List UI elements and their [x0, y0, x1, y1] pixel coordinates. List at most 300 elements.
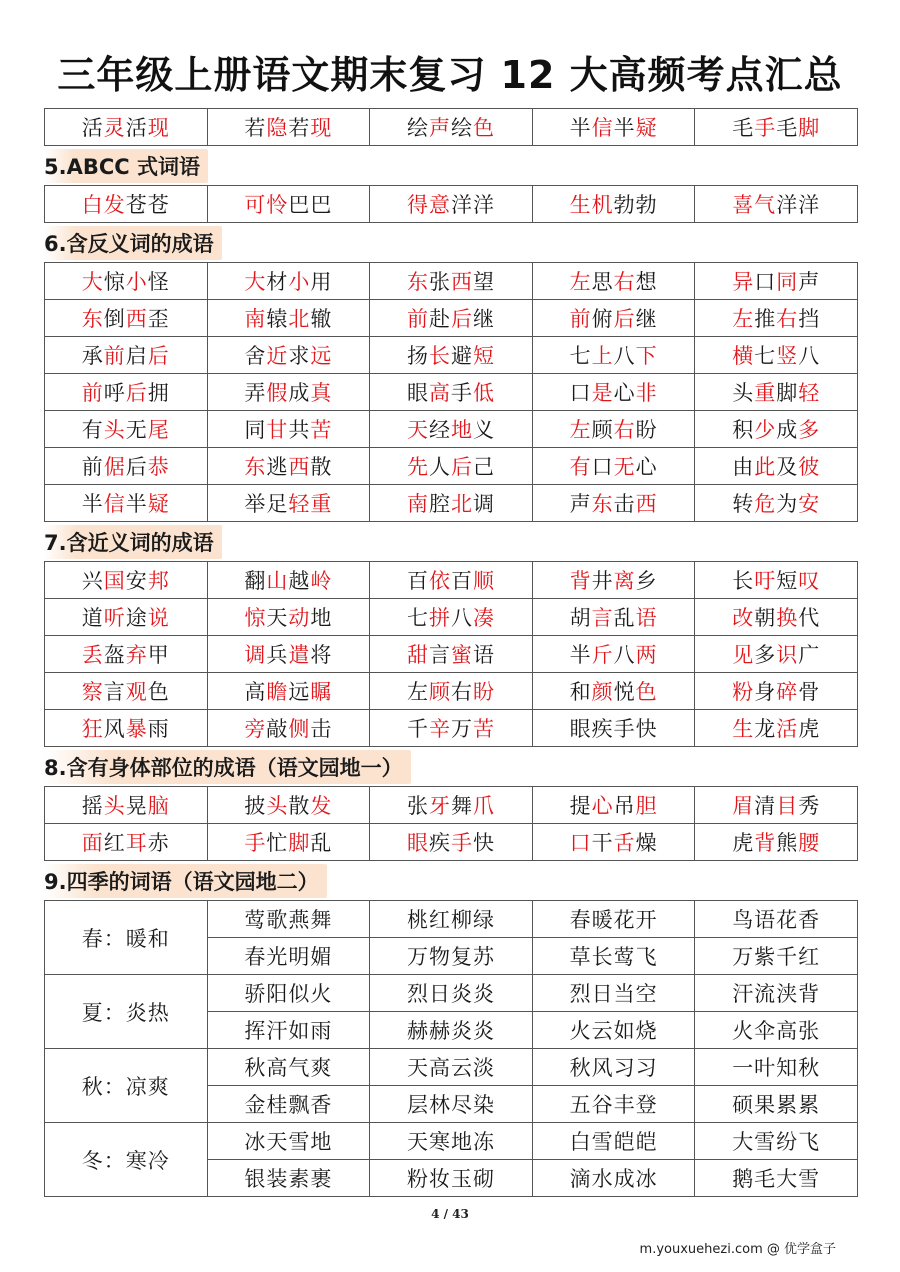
highlighted-char: 小 — [125, 270, 148, 294]
highlighted-char: 信 — [103, 492, 126, 516]
highlighted-char: 腰 — [798, 831, 821, 855]
idiom-cell — [370, 109, 533, 146]
char: 有 — [81, 418, 104, 442]
highlighted-char: 说 — [147, 606, 170, 630]
highlighted-char: 换 — [776, 606, 799, 630]
highlighted-char: 现 — [147, 116, 170, 140]
highlighted-char: 大 — [81, 270, 104, 294]
table-row — [45, 109, 858, 146]
char: 长 — [732, 569, 755, 593]
char: 声 — [798, 270, 821, 294]
char: 惊 — [103, 270, 126, 294]
season-word-cell: 挥汗如雨 — [207, 1012, 370, 1049]
char: 披 — [244, 794, 267, 818]
idiom-cell — [370, 824, 533, 861]
highlighted-char: 无 — [613, 455, 636, 479]
highlighted-char: 后 — [450, 307, 473, 331]
char: 积 — [732, 418, 755, 442]
highlighted-char: 脚 — [798, 116, 821, 140]
char: 洋洋 — [776, 193, 821, 217]
char: 舍 — [244, 344, 267, 368]
idiom-cell — [532, 562, 695, 599]
char: 活 — [81, 116, 104, 140]
idiom-cell — [207, 448, 370, 485]
idiom-cell — [532, 710, 695, 747]
idiom-cell — [45, 263, 208, 300]
idiom-cell — [45, 710, 208, 747]
season-word-cell: 烈日当空 — [532, 975, 695, 1012]
highlighted-char: 东 — [244, 455, 267, 479]
char: 散 — [310, 455, 333, 479]
table-row — [45, 300, 858, 337]
char: 转 — [732, 492, 755, 516]
highlighted-char: 多 — [798, 418, 821, 442]
season-word-cell: 鸟语花香 — [695, 901, 858, 938]
char: 承 — [81, 344, 104, 368]
season-word-cell: 层林尽染 — [370, 1086, 533, 1123]
char: 己 — [472, 455, 495, 479]
char: 井 — [591, 569, 614, 593]
idiom-cell — [45, 824, 208, 861]
season-label: 冬：寒冷 — [45, 1123, 208, 1197]
highlighted-char: 低 — [472, 381, 495, 405]
highlighted-char: 目 — [776, 794, 799, 818]
idiom-cell — [532, 636, 695, 673]
season-word-cell: 万紫千红 — [695, 938, 858, 975]
highlighted-char: 东 — [591, 492, 614, 516]
char: 胡 — [569, 606, 592, 630]
highlighted-char: 北 — [288, 307, 311, 331]
idiom-cell — [695, 374, 858, 411]
idiom-cell — [207, 300, 370, 337]
idiom-cell — [370, 710, 533, 747]
highlighted-char: 信 — [591, 116, 614, 140]
char: 半 — [613, 116, 636, 140]
idiom-cell — [45, 337, 208, 374]
season-word-cell: 大雪纷飞 — [695, 1123, 858, 1160]
char: 盔 — [103, 643, 126, 667]
idiom-cell — [532, 448, 695, 485]
highlighted-char: 头 — [266, 794, 289, 818]
highlighted-char: 危 — [754, 492, 777, 516]
char: 兵 — [266, 643, 289, 667]
char: 燥 — [635, 831, 658, 855]
char: 八 — [613, 344, 636, 368]
season-word-cell: 一叶知秋 — [695, 1049, 858, 1086]
highlighted-char: 头 — [103, 794, 126, 818]
char: 眼 — [406, 381, 429, 405]
char: 秀 — [798, 794, 821, 818]
highlighted-char: 轻重 — [288, 492, 333, 516]
highlighted-char: 碎 — [776, 680, 799, 704]
char: 七 — [569, 344, 592, 368]
highlighted-char: 眼 — [406, 831, 429, 855]
season-word-cell: 粉妆玉砌 — [370, 1160, 533, 1197]
highlighted-char: 后 — [125, 381, 148, 405]
char: 半 — [125, 492, 148, 516]
highlighted-char: 可怜 — [244, 193, 289, 217]
char: 顾 — [591, 418, 614, 442]
table-row — [45, 562, 858, 599]
table-row — [45, 263, 858, 300]
idiom-cell — [695, 411, 858, 448]
char: 求 — [288, 344, 311, 368]
highlighted-char: 背 — [754, 831, 777, 855]
char: 百 — [450, 569, 473, 593]
page-title: 三年级上册语文期末复习 12 大高频考点汇总 — [57, 53, 843, 97]
char: 疾 — [428, 831, 451, 855]
season-word-cell: 莺歌燕舞 — [207, 901, 370, 938]
idiom-cell — [532, 787, 695, 824]
table-row — [45, 975, 858, 1012]
highlighted-char: 爪 — [472, 794, 495, 818]
highlighted-char: 彼 — [798, 455, 821, 479]
idiom-cell — [532, 109, 695, 146]
highlighted-char: 顺 — [472, 569, 495, 593]
char: 推 — [754, 307, 777, 331]
char: 成 — [776, 418, 799, 442]
season-word-cell: 赫赫炎炎 — [370, 1012, 533, 1049]
char: 辙 — [310, 307, 333, 331]
highlighted-char: 语 — [635, 606, 658, 630]
highlighted-char: 生机 — [569, 193, 614, 217]
char: 歪 — [147, 307, 170, 331]
highlighted-char: 识 — [776, 643, 799, 667]
char: 用 — [310, 270, 333, 294]
highlighted-char: 瞻 — [266, 680, 289, 704]
table-row — [45, 673, 858, 710]
highlighted-char: 面 — [81, 831, 104, 855]
season-word-cell: 硕果累累 — [695, 1086, 858, 1123]
char: 百 — [406, 569, 429, 593]
char: 虎 — [798, 717, 821, 741]
highlighted-char: 遣 — [288, 643, 311, 667]
highlighted-char: 西 — [288, 455, 311, 479]
char: 无 — [125, 418, 148, 442]
highlighted-char: 观 — [125, 680, 148, 704]
highlighted-char: 动 — [288, 606, 311, 630]
highlighted-char: 西 — [125, 307, 148, 331]
highlighted-char: 疑 — [147, 492, 170, 516]
highlighted-char: 吁 — [754, 569, 777, 593]
highlighted-char: 瞩 — [310, 680, 333, 704]
char: 甲 — [147, 643, 170, 667]
char: 击 — [613, 492, 636, 516]
highlighted-char: 远 — [310, 344, 333, 368]
char: 地 — [310, 606, 333, 630]
highlighted-char: 依 — [428, 569, 451, 593]
char: 苍苍 — [125, 193, 170, 217]
char: 越 — [288, 569, 311, 593]
idiom-table — [44, 561, 858, 747]
char: 安 — [125, 569, 148, 593]
highlighted-char: 色 — [635, 680, 658, 704]
highlighted-char: 山 — [266, 569, 289, 593]
highlighted-char: 侧 — [288, 717, 311, 741]
table-row — [45, 411, 858, 448]
highlighted-char: 下 — [635, 344, 658, 368]
season-word-cell: 烈日炎炎 — [370, 975, 533, 1012]
highlighted-char: 近 — [266, 344, 289, 368]
idiom-cell — [695, 337, 858, 374]
highlighted-char: 改 — [732, 606, 755, 630]
char: 兴 — [81, 569, 104, 593]
idiom-cell — [532, 337, 695, 374]
highlighted-char: 疑 — [635, 116, 658, 140]
idiom-cell — [207, 824, 370, 861]
highlighted-char: 甘 — [266, 418, 289, 442]
char: 言 — [103, 680, 126, 704]
highlighted-char: 是 — [591, 381, 614, 405]
highlighted-char: 斤 — [591, 643, 614, 667]
season-word-cell: 天高云淡 — [370, 1049, 533, 1086]
idiom-cell — [370, 374, 533, 411]
idiom-cell — [370, 337, 533, 374]
season-word-cell: 五谷丰登 — [532, 1086, 695, 1123]
season-word-cell: 火伞高张 — [695, 1012, 858, 1049]
char: 吊 — [613, 794, 636, 818]
highlighted-char: 旁 — [244, 717, 267, 741]
table-row — [45, 1123, 858, 1160]
idiom-cell — [532, 374, 695, 411]
char: 和 — [569, 680, 592, 704]
idiom-cell — [370, 186, 533, 223]
highlighted-char: 岭 — [310, 569, 333, 593]
char: 心 — [635, 455, 658, 479]
idiom-cell — [532, 186, 695, 223]
highlighted-char: 假 — [266, 381, 289, 405]
idiom-cell — [370, 673, 533, 710]
highlighted-char: 两 — [635, 643, 658, 667]
content-area — [44, 108, 858, 1197]
highlighted-char: 恭 — [147, 455, 170, 479]
highlighted-char: 手 — [244, 831, 267, 855]
char: 启 — [125, 344, 148, 368]
char: 举足 — [244, 492, 289, 516]
highlighted-char: 辛 — [428, 717, 451, 741]
highlighted-char: 蜜 — [450, 643, 473, 667]
highlighted-char: 左 — [732, 307, 755, 331]
highlighted-char: 有 — [569, 455, 592, 479]
char: 身 — [754, 680, 777, 704]
highlighted-char: 高 — [428, 381, 451, 405]
highlighted-char: 北 — [450, 492, 473, 516]
idiom-cell — [207, 485, 370, 522]
highlighted-char: 舌 — [613, 831, 636, 855]
char: 七 — [406, 606, 429, 630]
highlighted-char: 脚 — [288, 831, 311, 855]
char: 天 — [266, 606, 289, 630]
highlighted-char: 前 — [569, 307, 592, 331]
idiom-cell — [370, 448, 533, 485]
char: 忙 — [266, 831, 289, 855]
char: 八 — [613, 643, 636, 667]
highlighted-char: 耳 — [125, 831, 148, 855]
char: 言 — [428, 643, 451, 667]
char: 击 — [310, 717, 333, 741]
char: 摇 — [81, 794, 104, 818]
idiom-cell — [695, 787, 858, 824]
idiom-cell — [45, 300, 208, 337]
highlighted-char: 暴 — [125, 717, 148, 741]
highlighted-char: 眉 — [732, 794, 755, 818]
highlighted-char: 盼 — [472, 680, 495, 704]
char: 呼 — [103, 381, 126, 405]
highlighted-char: 隐 — [266, 116, 289, 140]
season-label: 夏：炎热 — [45, 975, 208, 1049]
highlighted-char: 上 — [591, 344, 614, 368]
char: 虎 — [732, 831, 755, 855]
char: 绘 — [450, 116, 473, 140]
char: 色 — [147, 680, 170, 704]
char: 洋洋 — [450, 193, 495, 217]
highlighted-char: 西 — [450, 270, 473, 294]
char: 舞 — [450, 794, 473, 818]
highlighted-char: 前 — [406, 307, 429, 331]
highlighted-char: 白发 — [81, 193, 126, 217]
watermark: m.youxuehezi.com @ 优学盒子 — [639, 1242, 836, 1257]
season-word-cell: 秋风习习 — [532, 1049, 695, 1086]
char: 口 — [591, 455, 614, 479]
highlighted-char: 异 — [732, 270, 755, 294]
highlighted-char: 苦 — [472, 717, 495, 741]
idiom-cell — [532, 263, 695, 300]
idiom-cell — [695, 109, 858, 146]
highlighted-char: 活 — [776, 717, 799, 741]
idiom-cell — [695, 824, 858, 861]
highlighted-char: 顾 — [428, 680, 451, 704]
highlighted-char: 地 — [450, 418, 473, 442]
char: 手 — [450, 381, 473, 405]
idiom-cell — [207, 263, 370, 300]
highlighted-char: 重 — [754, 381, 777, 405]
highlighted-char: 心 — [591, 794, 614, 818]
char: 心 — [613, 381, 636, 405]
char: 材 — [266, 270, 289, 294]
char: 赴 — [428, 307, 451, 331]
char: 敲 — [266, 717, 289, 741]
season-word-cell: 天寒地冻 — [370, 1123, 533, 1160]
char: 万 — [450, 717, 473, 741]
table-row — [45, 824, 858, 861]
highlighted-char: 东 — [406, 270, 429, 294]
idiom-cell — [532, 673, 695, 710]
highlighted-char: 东 — [81, 307, 104, 331]
top-idiom-table — [44, 108, 858, 146]
char: 挡 — [798, 307, 821, 331]
season-word-cell: 秋高气爽 — [207, 1049, 370, 1086]
char: 头 — [732, 381, 755, 405]
highlighted-char: 手 — [450, 831, 473, 855]
char: 经 — [428, 418, 451, 442]
highlighted-char: 调 — [244, 643, 267, 667]
char: 八 — [450, 606, 473, 630]
idiom-cell — [695, 448, 858, 485]
char: 共 — [288, 418, 311, 442]
highlighted-char: 发 — [310, 794, 333, 818]
idiom-cell — [370, 787, 533, 824]
highlighted-char: 甜 — [406, 643, 429, 667]
idiom-table — [44, 786, 858, 861]
section-title: 8.含有身体部位的成语（语文园地一） — [44, 750, 411, 784]
highlighted-char: 手 — [754, 116, 777, 140]
char: 前 — [81, 455, 104, 479]
highlighted-char: 小 — [288, 270, 311, 294]
char: 继 — [472, 307, 495, 331]
char: 拥 — [147, 381, 170, 405]
highlighted-char: 右 — [613, 270, 636, 294]
char: 干 — [591, 831, 614, 855]
highlighted-char: 横 — [732, 344, 755, 368]
char: 半 — [81, 492, 104, 516]
highlighted-char: 右 — [613, 418, 636, 442]
idiom-cell — [207, 186, 370, 223]
char: 道 — [81, 606, 104, 630]
char: 俯 — [591, 307, 614, 331]
table-row — [45, 374, 858, 411]
section-title: 9.四季的词语（语文园地二） — [44, 864, 327, 898]
char: 骨 — [798, 680, 821, 704]
char: 语 — [472, 643, 495, 667]
highlighted-char: 脑 — [147, 794, 170, 818]
idiom-cell — [207, 411, 370, 448]
char: 脚 — [776, 381, 799, 405]
char: 翻 — [244, 569, 267, 593]
char: 人 — [428, 455, 451, 479]
section-title: 6.含反义词的成语 — [44, 226, 222, 260]
char: 右 — [450, 680, 473, 704]
char: 清 — [754, 794, 777, 818]
char: 多 — [754, 643, 777, 667]
table-row — [45, 448, 858, 485]
char: 代 — [798, 606, 821, 630]
highlighted-char: 左 — [569, 270, 592, 294]
idiom-cell — [532, 411, 695, 448]
highlighted-char: 听 — [103, 606, 126, 630]
highlighted-char: 长 — [428, 344, 451, 368]
section-heading — [44, 223, 858, 262]
char: 若 — [244, 116, 267, 140]
idiom-cell — [695, 599, 858, 636]
char: 千 — [406, 717, 429, 741]
highlighted-char: 前 — [81, 381, 104, 405]
char: 快 — [472, 831, 495, 855]
char: 义 — [472, 418, 495, 442]
idiom-cell — [45, 673, 208, 710]
idiom-cell — [207, 599, 370, 636]
char: 及 — [776, 455, 799, 479]
season-word-cell: 春光明媚 — [207, 938, 370, 975]
highlighted-char: 安 — [798, 492, 821, 516]
char: 短 — [776, 569, 799, 593]
highlighted-char: 狂 — [81, 717, 104, 741]
season-label: 秋：凉爽 — [45, 1049, 208, 1123]
char: 声 — [569, 492, 592, 516]
char: 半 — [569, 643, 592, 667]
idiom-cell — [370, 562, 533, 599]
char: 活 — [125, 116, 148, 140]
highlighted-char: 后 — [613, 307, 636, 331]
char: 绘 — [406, 116, 429, 140]
highlighted-char: 灵 — [103, 116, 126, 140]
idiom-table — [44, 185, 858, 223]
char: 倒 — [103, 307, 126, 331]
char: 高 — [244, 680, 267, 704]
char: 乡 — [635, 569, 658, 593]
season-label: 春：暖和 — [45, 901, 208, 975]
char: 继 — [635, 307, 658, 331]
section-heading — [44, 146, 858, 185]
